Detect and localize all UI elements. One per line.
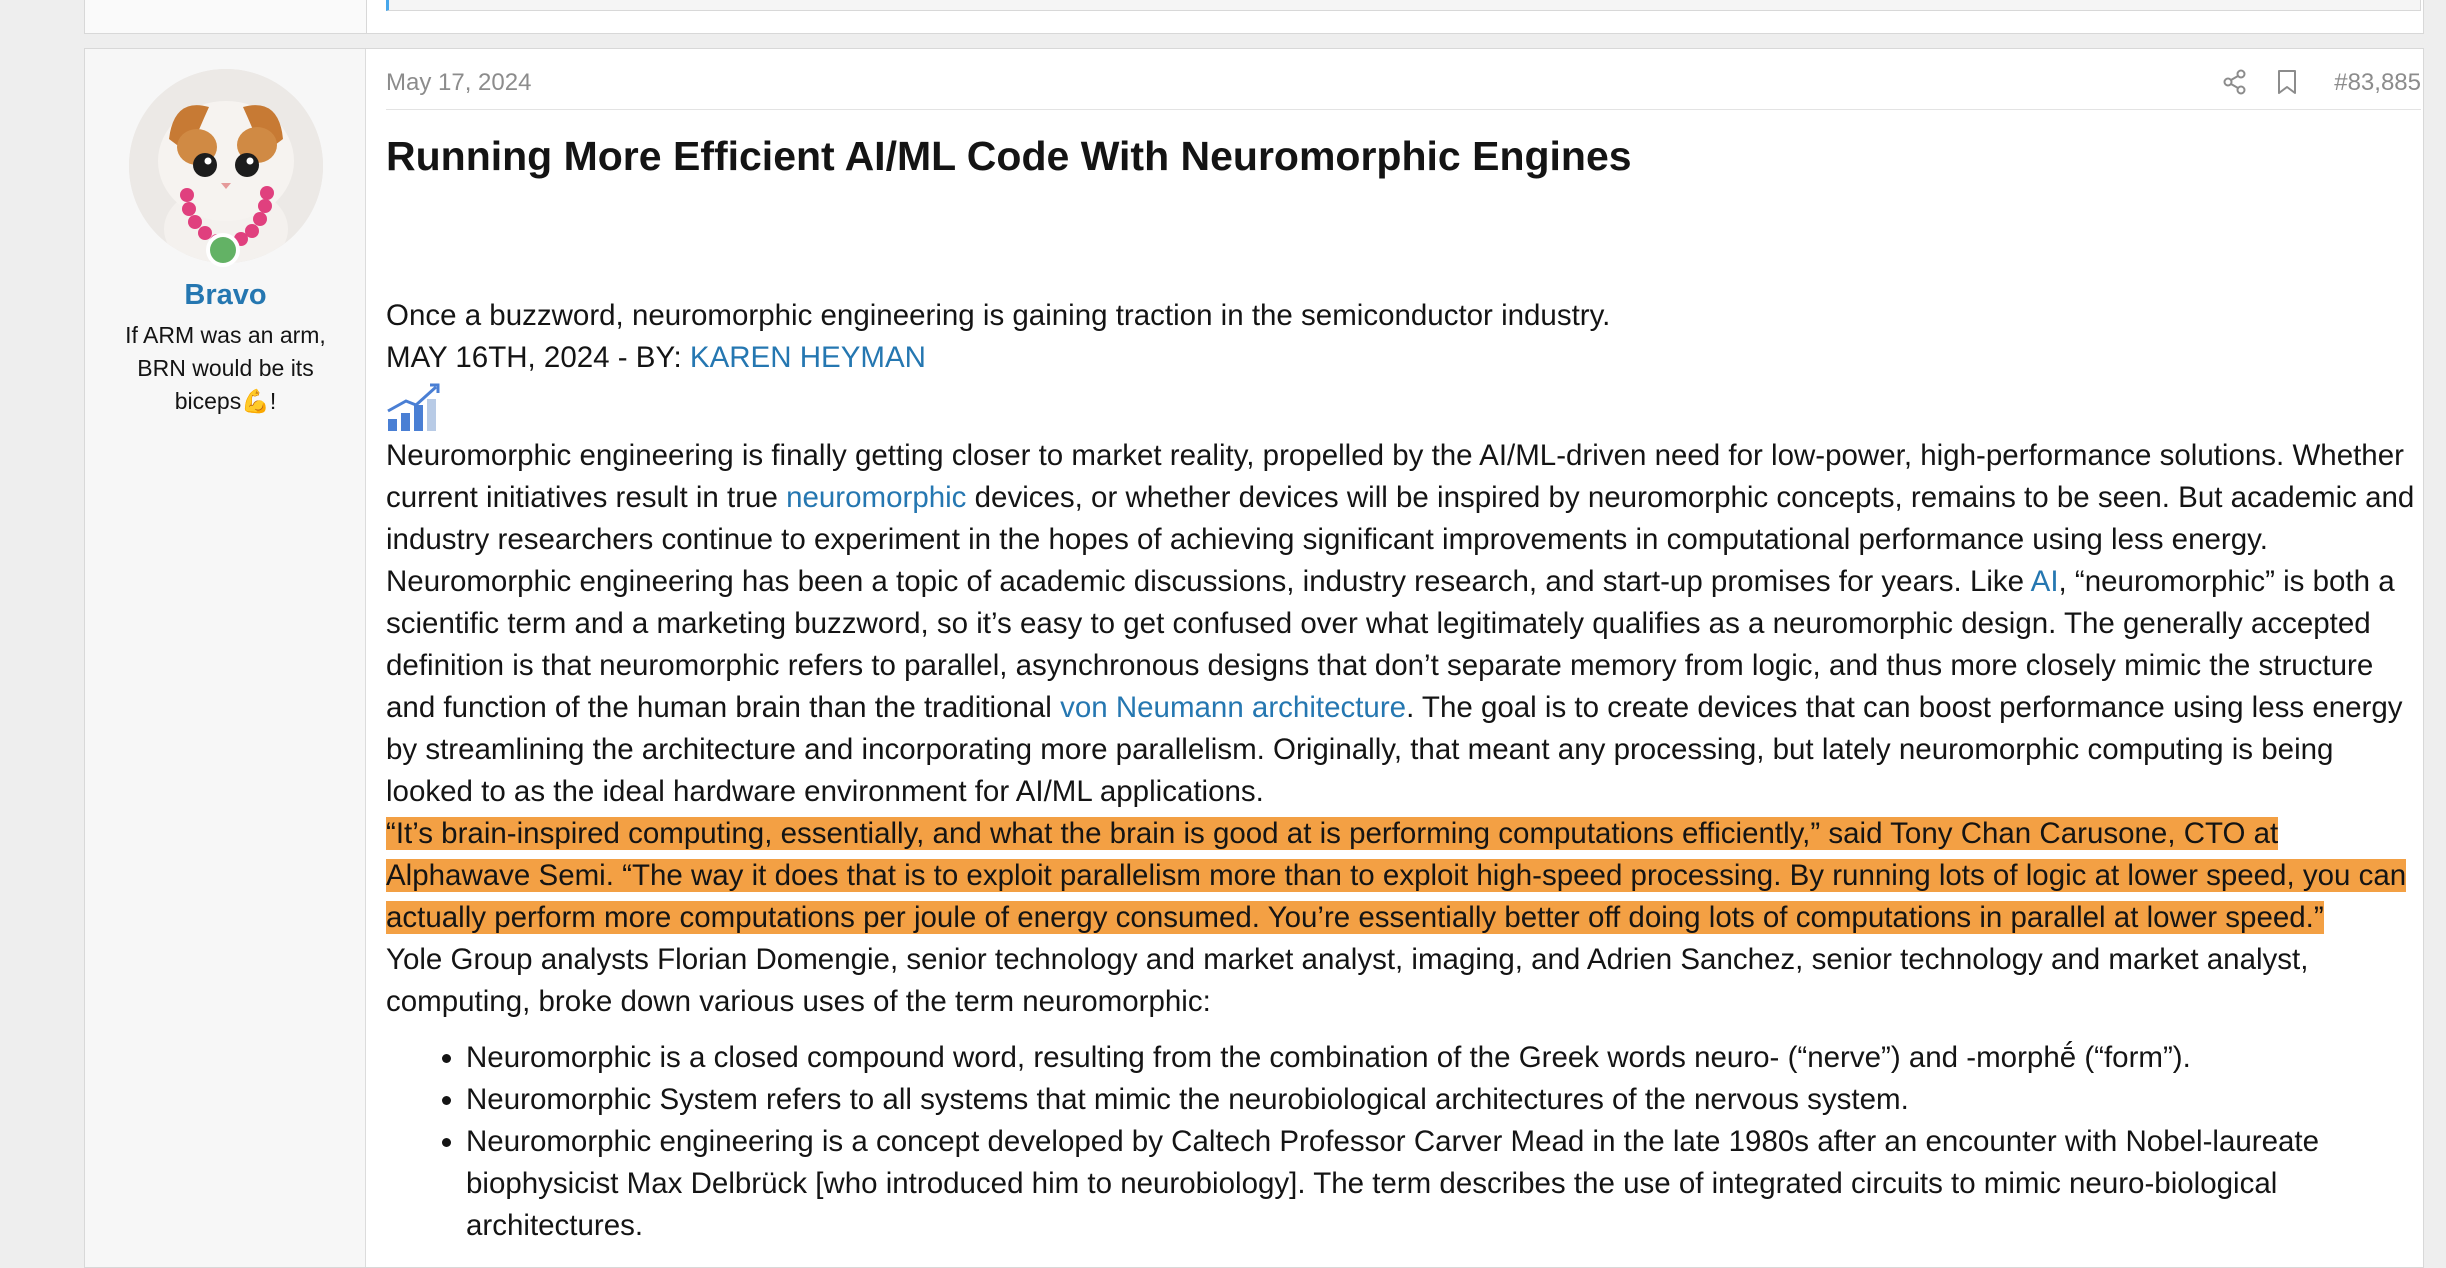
article-subtitle: Once a buzzword, neuromorphic engineering is gaining traction in the semiconductor industry.	[386, 299, 1611, 332]
quote-highlight: “It’s brain-inspired computing, essentially, and what the brain is good at is performing computations efficiently,” said Tony Chan Carusone, CTO at Alphawave Semi. “The way it does that is to exploit parallelism more than to exploit high-speed processing. By running lots of logic at lower speed, you can actually perform more computations per joule of energy consumed. You’re essentially better off doing lots of computations in parallel at lower speed.”	[386, 817, 2407, 934]
post-header	[386, 69, 2421, 110]
post-number-link[interactable]: #83,885	[2334, 69, 2421, 96]
list-item: • Neuromorphic is a closed compound word, resulting from the combination of the Greek words neuro- (“nerve”) and -morphḗ (“form”).	[466, 1037, 2421, 1079]
paragraph-2-text-a: Neuromorphic engineering has been a topic of academic discussions, industry research, and start-up promises for years. Like	[386, 565, 2031, 598]
paragraph-3: Yole Group analysts Florian Domengie, senior technology and market analyst, imaging, and Adrien Sanchez, senior technology and market analyst, computing, broke down various uses of the term neuromorphic:	[386, 943, 2309, 1018]
online-status-icon	[206, 233, 240, 267]
list-item: • Neuromorphic engineering is a concept developed by Caltech Professor Carver Mead in the late 1980s after an encounter with Nobel-laureate biophysicist Max Delbrück [who introduced him to neurobiology]. The term describes the use of integrated circuits to mimic neuro-biological architectures.	[466, 1121, 2421, 1247]
user-sidebar	[85, 49, 366, 1267]
neuromorphic-link[interactable]: neuromorphic	[786, 481, 967, 514]
previous-post-quote-box	[386, 0, 2421, 11]
post-date-link[interactable]: May 17, 2024	[386, 69, 532, 96]
bookmark-icon[interactable]	[2276, 69, 2298, 100]
paragraph-1	[386, 435, 2421, 561]
von-neumann-link[interactable]: von Neumann architecture	[1060, 691, 1407, 724]
byline-date: MAY 16TH, 2024 - BY:	[386, 341, 690, 374]
username-link[interactable]: Bravo	[184, 279, 267, 311]
post-body	[386, 295, 2421, 1247]
forum-post	[84, 48, 2424, 1268]
chart-trend-icon	[386, 379, 446, 435]
article-byline	[386, 337, 2421, 379]
author-link[interactable]: KAREN HEYMAN	[689, 341, 926, 374]
previous-post-card	[84, 0, 2424, 34]
paragraph-2-text-c: . The goal is to create devices that can boost performance using less energy by streamlining the architecture and incorporating more parallelism. Originally, that meant any processing, but lately neuromorphic computing is being looked to as the ideal hardware environment for AI/ML applications.	[386, 691, 2403, 808]
highlighted-quote	[386, 813, 2421, 939]
share-icon[interactable]	[2222, 69, 2248, 100]
paragraph-1-text-b: devices, or whether devices will be inspired by neuromorphic concepts, remains to be seen. But academic and industry researchers continue to experiment in the hopes of achieving significant improvements in computational performance using less energy.	[386, 481, 2415, 556]
ai-link[interactable]: AI	[2030, 565, 2059, 598]
paragraph-2-text-b: , “neuromorphic” is both a scientific term and a marketing buzzword, so it’s easy to get confused over what legitimately qualifies as a neuromorphic design. The generally accepted definition is that neuromorphic refers to parallel, asynchronous designs that don’t separate memory from logic, and thus more closely mimic the structure and function of the human brain than the traditional	[386, 565, 2395, 724]
user-title: If ARM was an arm, BRN would be its biceps💪!	[125, 322, 326, 414]
previous-post-sidebar	[85, 0, 367, 33]
post-title: Running More Efficient AI/ML Code With Neuromorphic Engines	[386, 133, 1632, 179]
list-item: • Neuromorphic System refers to all systems that mimic the neurobiological architectures of the nervous system.	[466, 1079, 2421, 1121]
paragraph-1-text-a: Neuromorphic engineering is finally getting closer to market reality, propelled by the AI/ML-driven need for low-power, high-performance solutions. Whether current initiatives result in true	[386, 439, 2404, 514]
bullet-list	[386, 1037, 2421, 1247]
paragraph-2	[386, 561, 2421, 813]
